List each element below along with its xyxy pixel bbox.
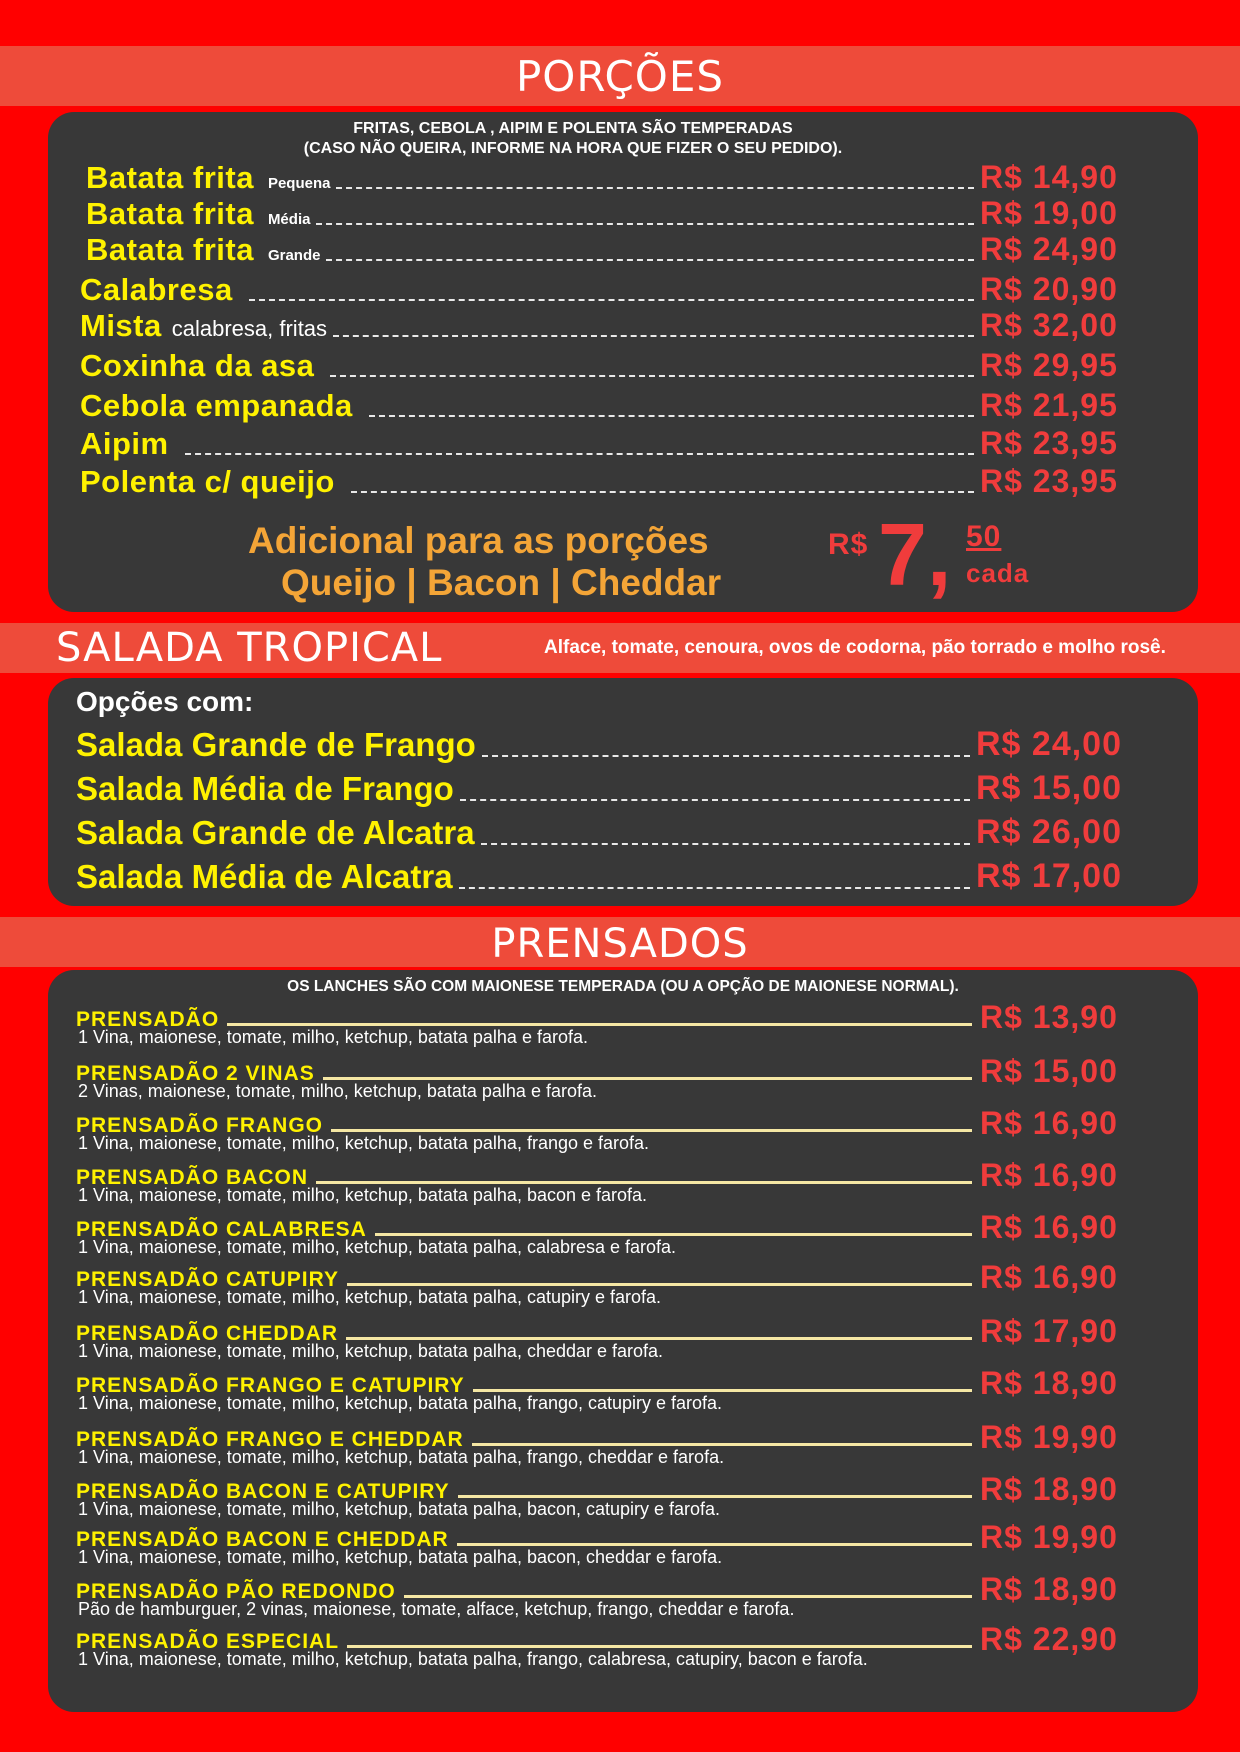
prensados-item-price: R$ 15,00 [980,1053,1118,1089]
prensados-item-price: R$ 18,90 [980,1571,1118,1607]
prensados-item-price: R$ 19,90 [980,1519,1118,1555]
prensados-item-desc: 1 Vina, maionese, tomate, milho, ketchup, batata palha, calabresa e farofa. [78,1237,677,1257]
leader-dots [369,415,974,417]
prensados-item-desc: 1 Vina, maionese, tomate, milho, ketchup, batata palha, frango, calabresa, catupiry, bacon e farofa. [78,1649,868,1669]
prensados-item-price: R$ 17,90 [980,1313,1118,1349]
porcoes-item-price: R$ 24,90 [980,231,1118,267]
salada-item-name: Salada Grande de Frango [76,726,476,763]
prensados-item-name: PRENSADÃO CALABRESA [76,1218,367,1241]
prensados-item-name: PRENSADÃO BACON [76,1166,309,1189]
salada-item-name: Salada Média de Frango [76,770,454,807]
porcoes-item-detail: Grande [267,247,321,264]
prensados-item-name: PRENSADÃO CATUPIRY [76,1268,340,1291]
porcoes-item [80,344,1158,384]
leader-dots [326,259,974,261]
prensados-item-name: PRENSADÃO [76,1008,220,1031]
porcoes-item-name: Batata frita [86,160,254,195]
porcoes-item-name: Polenta c/ queijo [80,464,335,499]
porcoes-item-name: Coxinha da asa [80,348,315,383]
leader-dots [459,887,970,889]
porcoes-item-name: Batata frita [86,232,254,267]
adicional-currency: R$ [828,528,869,561]
prensados-panel [48,970,1198,1712]
adicional-line1: Adicional para as porções [248,520,709,561]
porcoes-item-price: R$ 20,90 [980,271,1118,307]
salada-title: SALADA TROPICAL [56,625,443,671]
leader-dots [330,375,974,377]
leader-line [346,1337,972,1340]
leader-line [316,1181,972,1184]
prensados-item-desc: 1 Vina, maionese, tomate, milho, ketchup, batata palha, bacon, catupiry e farofa. [78,1499,721,1519]
prensados-item-price: R$ 16,90 [980,1209,1118,1245]
leader-line [227,1023,972,1026]
prensados-banner [0,917,1240,967]
prensados-item-name: PRENSADÃO CHEDDAR [76,1322,339,1345]
prensados-item-price: R$ 13,90 [980,999,1118,1035]
prensados-item-name: PRENSADÃO BACON E CATUPIRY [76,1480,450,1503]
prensados-item-price: R$ 18,90 [980,1365,1118,1401]
porcoes-item-name: Batata frita [86,196,254,231]
prensados-item-price: R$ 22,90 [980,1621,1118,1657]
salada-item [76,722,1156,764]
porcoes-item [80,268,1158,308]
leader-dots [185,453,974,455]
prensados-item-price: R$ 16,90 [980,1105,1118,1141]
porcoes-banner [0,46,1240,106]
leader-line [331,1129,972,1132]
leader-line [404,1595,972,1598]
salada-item [76,766,1156,808]
porcoes-item-price: R$ 19,00 [980,195,1118,231]
prensados-item-price: R$ 16,90 [980,1259,1118,1295]
prensados-title: PRENSADOS [491,921,749,967]
prensados-note: OS LANCHES SÃO COM MAIONESE TEMPERADA (OU A OPÇÃO DE MAIONESE NORMAL). [287,978,959,995]
leader-dots [351,491,974,493]
porcoes-item [86,192,1158,232]
porcoes-item-name: Mista [80,308,162,343]
porcoes-item [80,304,1158,344]
salada-item [76,854,1156,896]
adicional-price-integer: 7, [878,505,952,604]
prensados-item-desc: 1 Vina, maionese, tomate, milho, ketchup, batata palha e farofa. [78,1027,588,1047]
prensados-item-name: PRENSADÃO PÃO REDONDO [76,1580,396,1603]
salada-item [76,810,1156,852]
porcoes-item [80,460,1158,500]
porcoes-item [80,422,1158,462]
leader-line [375,1233,972,1236]
leader-line [458,1495,972,1498]
prensados-item-desc: 1 Vina, maionese, tomate, milho, ketchup, batata palha, cheddar e farofa. [78,1341,664,1361]
porcoes-item-detail: Média [267,211,311,228]
porcoes-note-line2: (CASO NÃO QUEIRA, INFORME NA HORA QUE FIZER O SEU PEDIDO). [303,140,843,157]
leader-dots [333,335,974,337]
salada-item-price: R$ 24,00 [976,725,1122,763]
porcoes-item-price: R$ 29,95 [980,347,1118,383]
porcoes-item-name: Aipim [80,426,169,461]
prensados-item-name: PRENSADÃO FRANGO E CATUPIRY [76,1374,465,1397]
adicional-unit: cada [966,558,1030,588]
prensados-item-desc: Pão de hamburguer, 2 vinas, maionese, tomate, alface, ketchup, frango, cheddar e farofa. [78,1599,795,1619]
prensados-item-price: R$ 16,90 [980,1157,1118,1193]
porcoes-item-name: Cebola empanada [80,388,353,423]
porcoes-item-detail: Pequena [267,175,331,192]
porcoes-item [80,384,1158,424]
prensados-item-name: PRENSADÃO BACON E CHEDDAR [76,1528,449,1551]
leader-line [347,1645,972,1648]
porcoes-item-name: Calabresa [80,272,233,307]
salada-ingredients: Alface, tomate, cenoura, ovos de codorna, pão torrado e molho rosê. [544,637,1166,658]
porcoes-title: PORÇÕES [515,52,725,101]
leader-dots [316,223,974,225]
salada-item-name: Salada Grande de Alcatra [76,814,475,851]
leader-dots [249,299,974,301]
salada-banner [0,623,1240,673]
leader-line [347,1283,972,1286]
prensados-item-desc: 1 Vina, maionese, tomate, milho, ketchup, batata palha, frango, cheddar e farofa. [78,1447,725,1467]
leader-dots [481,843,970,845]
leader-line [472,1443,972,1446]
salada-panel [48,678,1198,906]
prensados-item-price: R$ 19,90 [980,1419,1118,1455]
porcoes-item-price: R$ 21,95 [980,387,1118,423]
salada-item-price: R$ 17,00 [976,857,1122,895]
prensados-item-desc: 1 Vina, maionese, tomate, milho, ketchup, batata palha, catupiry e farofa. [78,1287,662,1307]
leader-line [457,1543,972,1546]
porcoes-item-detail: calabresa, fritas [171,316,328,341]
adicional-price-cents: 50 [966,520,1002,553]
prensados-item-name: PRENSADÃO FRANGO E CHEDDAR [76,1428,464,1451]
leader-line [323,1077,972,1080]
porcoes-panel [48,112,1198,612]
porcoes-item-price: R$ 14,90 [980,159,1118,195]
leader-dots [460,799,970,801]
leader-line [473,1389,972,1392]
leader-dots [482,755,970,757]
porcoes-note-line1: FRITAS, CEBOLA , AIPIM E POLENTA SÃO TEMPERADAS [353,120,793,137]
adicional-line2: Queijo | Bacon | Cheddar [281,562,722,603]
prensados-item-name: PRENSADÃO FRANGO [76,1114,324,1137]
prensados-item-name: PRENSADÃO 2 VINAS [76,1062,315,1085]
porcoes-item-price: R$ 32,00 [980,307,1118,343]
prensados-item-desc: 1 Vina, maionese, tomate, milho, ketchup, batata palha, frango e farofa. [78,1133,650,1153]
prensados-item-desc: 2 Vinas, maionese, tomate, milho, ketchup, batata palha e farofa. [78,1081,597,1101]
salada-item-name: Salada Média de Alcatra [76,858,453,895]
prensados-item-desc: 1 Vina, maionese, tomate, milho, ketchup, batata palha, bacon e farofa. [78,1185,648,1205]
prensados-item-price: R$ 18,90 [980,1471,1118,1507]
porcoes-item [86,228,1158,268]
salada-item-price: R$ 15,00 [976,769,1122,807]
porcoes-item [86,156,1158,196]
prensados-item-desc: 1 Vina, maionese, tomate, milho, ketchup, batata palha, bacon, cheddar e farofa. [78,1547,723,1567]
prensados-item-name: PRENSADÃO ESPECIAL [76,1630,340,1653]
porcoes-item-price: R$ 23,95 [980,425,1118,461]
prensados-item-desc: 1 Vina, maionese, tomate, milho, ketchup, batata palha, frango, catupiry e farofa. [78,1393,723,1413]
porcoes-item-price: R$ 23,95 [980,463,1118,499]
leader-dots [336,187,974,189]
salada-options-label: Opções com: [76,686,254,717]
salada-item-price: R$ 26,00 [976,813,1122,851]
